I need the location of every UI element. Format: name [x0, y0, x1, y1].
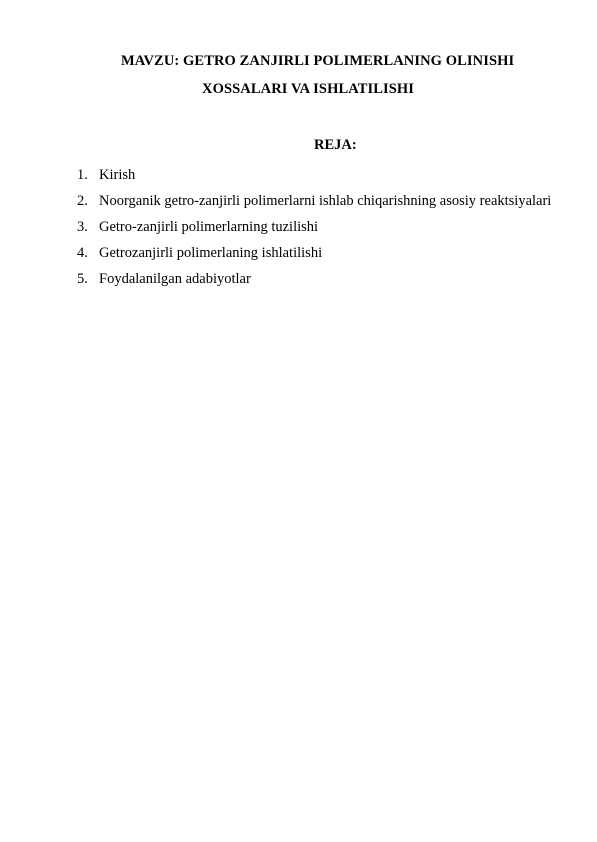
plan-item-text: Noorganik getro-zanjirli polimerlarni ishlab chiqarishning asosiy reaktsiyalari	[99, 193, 552, 209]
plan-heading: REJA:	[314, 137, 357, 153]
plan-item-number: 1.	[77, 167, 88, 183]
plan-item-number: 5.	[77, 271, 88, 287]
plan-item-text: Foydalanilgan adabiyotlar	[99, 271, 251, 287]
title-line-2: XOSSALARI VA ISHLATILISHI	[202, 81, 415, 97]
plan-item-number: 2.	[77, 193, 88, 209]
plan-item-number: 3.	[77, 219, 88, 235]
plan-item-3	[77, 214, 561, 240]
title-line-1: MAVZU: GETRO ZANJIRLI POLIMERLANING OLINISHI	[121, 53, 515, 69]
plan-item-number: 4.	[77, 245, 88, 261]
plan-item-text: Getro-zanjirli polimerlarning tuzilishi	[99, 219, 319, 235]
plan-item-2	[77, 188, 561, 214]
plan-item-text: Kirish	[99, 167, 136, 183]
plan-item-text: Getrozanjirli polimerlaning ishlatilishi	[99, 245, 323, 261]
plan-item-4	[77, 240, 561, 266]
plan-item-5	[77, 266, 561, 292]
plan-list	[77, 162, 561, 292]
plan-item-1	[77, 162, 561, 188]
